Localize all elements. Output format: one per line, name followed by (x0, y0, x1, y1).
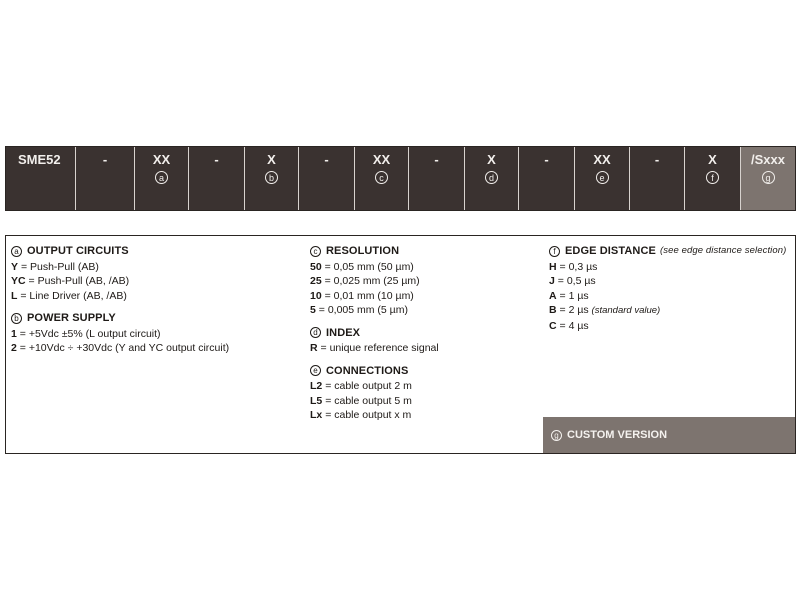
option-desc: = unique reference signal (320, 342, 439, 354)
ordering-code-bar (5, 146, 796, 211)
power-supply-heading (11, 311, 301, 326)
code-symbol: X (267, 152, 276, 167)
option-desc: = +5Vdc ±5% (L output circuit) (19, 327, 161, 340)
code-cell-separator (76, 147, 135, 210)
option-desc: = 0,5 µs (557, 275, 596, 287)
code-cell-separator (630, 147, 685, 210)
list-item (11, 260, 301, 275)
option-desc: = cable output 2 m (325, 380, 412, 392)
heading-text: RESOLUTION (326, 245, 400, 257)
list-item (549, 319, 794, 334)
option-code: 5 (310, 304, 316, 316)
heading-text: INDEX (326, 326, 361, 339)
circle-g-icon: g (762, 171, 775, 184)
option-code: J (549, 275, 555, 287)
list-item (549, 303, 794, 319)
circle-d-icon: d (310, 327, 321, 338)
edge-distance-heading (549, 244, 794, 259)
code-cell-f (685, 147, 741, 210)
legend-column-3 (549, 244, 794, 341)
list-item (310, 379, 545, 394)
option-code: L2 (310, 380, 323, 392)
heading-text: OUTPUT CIRCUITS (27, 245, 129, 257)
code-symbol: - (654, 152, 660, 167)
option-desc: = 0,05 mm (50 µm) (324, 260, 414, 273)
option-code: YC (11, 275, 26, 287)
option-code: C (549, 319, 557, 332)
code-symbol: /Sxxx (751, 152, 785, 167)
custom-version-band (543, 417, 795, 453)
code-cell-separator (189, 147, 245, 210)
code-cell-a (135, 147, 189, 210)
option-desc: = cable output x m (325, 409, 412, 421)
option-desc: = +10Vdc ÷ +30Vdc (Y and YC output circuit) (19, 342, 230, 354)
code-cell-d (465, 147, 519, 210)
option-code: R (310, 342, 318, 354)
code-cell-b (245, 147, 299, 210)
list-item (310, 394, 545, 409)
code-cell-model (6, 147, 76, 210)
circle-e-icon: e (310, 365, 321, 376)
standard-value-note: (standard value) (591, 305, 661, 316)
heading-text: EDGE DISTANCE (565, 245, 656, 257)
option-code: 1 (11, 327, 17, 340)
code-symbol: X (487, 152, 496, 167)
option-desc: = 1 µs (559, 289, 589, 302)
circle-b-icon: b (11, 313, 22, 324)
code-cell-g (741, 147, 795, 210)
edge-distance-group (549, 244, 794, 333)
list-item (310, 274, 545, 289)
code-symbol: - (102, 152, 108, 167)
option-code: 50 (310, 260, 322, 273)
option-desc: = 0,005 mm (5 µm) (318, 304, 408, 316)
circle-c-icon: c (375, 171, 388, 184)
circle-f-icon: f (706, 171, 719, 184)
power-supply-group (11, 311, 301, 356)
legend-column-2 (310, 244, 545, 431)
code-cell-separator (409, 147, 465, 210)
option-desc: = 0,025 mm (25 µm) (324, 275, 420, 287)
circle-a-icon: a (155, 171, 168, 184)
resolution-heading (310, 244, 545, 259)
option-desc: = 0,3 µs (559, 260, 598, 273)
list-item (11, 274, 301, 289)
circle-c-icon: c (310, 246, 321, 257)
list-item (310, 260, 545, 275)
option-code: 10 (310, 289, 322, 302)
code-cell-e (575, 147, 630, 210)
list-item (310, 303, 545, 318)
circle-d-icon: d (485, 171, 498, 184)
legend-box (5, 235, 796, 454)
code-symbol: XX (372, 152, 391, 167)
edge-distance-note: (see edge distance selection) (659, 245, 787, 256)
option-desc: = 4 µs (559, 319, 589, 332)
list-item (11, 289, 301, 304)
code-symbol: XX (152, 152, 171, 167)
heading-text: POWER SUPPLY (27, 312, 116, 324)
list-item (11, 341, 301, 356)
option-code: L5 (310, 394, 323, 407)
option-desc: = cable output 5 m (325, 394, 412, 407)
option-code: Y (11, 260, 19, 273)
circle-a-icon: a (11, 246, 22, 257)
legend-column-1 (11, 244, 301, 364)
option-code: Lx (310, 409, 323, 421)
code-symbol: SME52 (18, 152, 61, 167)
option-desc: = 0,01 mm (10 µm) (324, 289, 414, 302)
list-item (310, 289, 545, 304)
output-circuits-group (11, 244, 301, 303)
index-heading (310, 326, 545, 341)
list-item (310, 341, 545, 356)
option-code: 25 (310, 275, 322, 287)
index-group (310, 326, 545, 356)
resolution-group (310, 244, 545, 318)
option-code: L (11, 289, 18, 302)
list-item (310, 408, 545, 423)
option-code: A (549, 289, 557, 302)
list-item (549, 260, 794, 275)
option-desc: = Line Driver (AB, /AB) (20, 289, 127, 302)
option-code: 2 (11, 342, 17, 354)
code-symbol: XX (593, 152, 611, 167)
code-symbol: - (544, 152, 549, 167)
circle-b-icon: b (265, 171, 278, 184)
code-symbol: X (708, 152, 717, 167)
option-desc: = 2 µs (559, 304, 589, 316)
code-cell-separator (519, 147, 575, 210)
circle-f-icon: f (549, 246, 560, 257)
option-code: H (549, 260, 557, 273)
code-cell-c (355, 147, 409, 210)
custom-version-title: CUSTOM VERSION (567, 429, 668, 441)
list-item (549, 274, 794, 289)
circle-e-icon: e (596, 171, 609, 184)
circle-g-icon: g (551, 430, 562, 441)
option-desc: = Push-Pull (AB, /AB) (28, 275, 130, 287)
code-cell-separator (299, 147, 355, 210)
list-item (11, 327, 301, 342)
option-code: B (549, 304, 557, 316)
code-symbol: - (214, 152, 219, 167)
code-symbol: - (324, 152, 329, 167)
connections-group (310, 364, 545, 423)
list-item (549, 289, 794, 304)
connections-heading (310, 364, 545, 379)
code-symbol: - (434, 152, 439, 167)
heading-text: CONNECTIONS (326, 364, 409, 377)
output-circuits-heading (11, 244, 301, 259)
option-desc: = Push-Pull (AB) (20, 260, 99, 273)
